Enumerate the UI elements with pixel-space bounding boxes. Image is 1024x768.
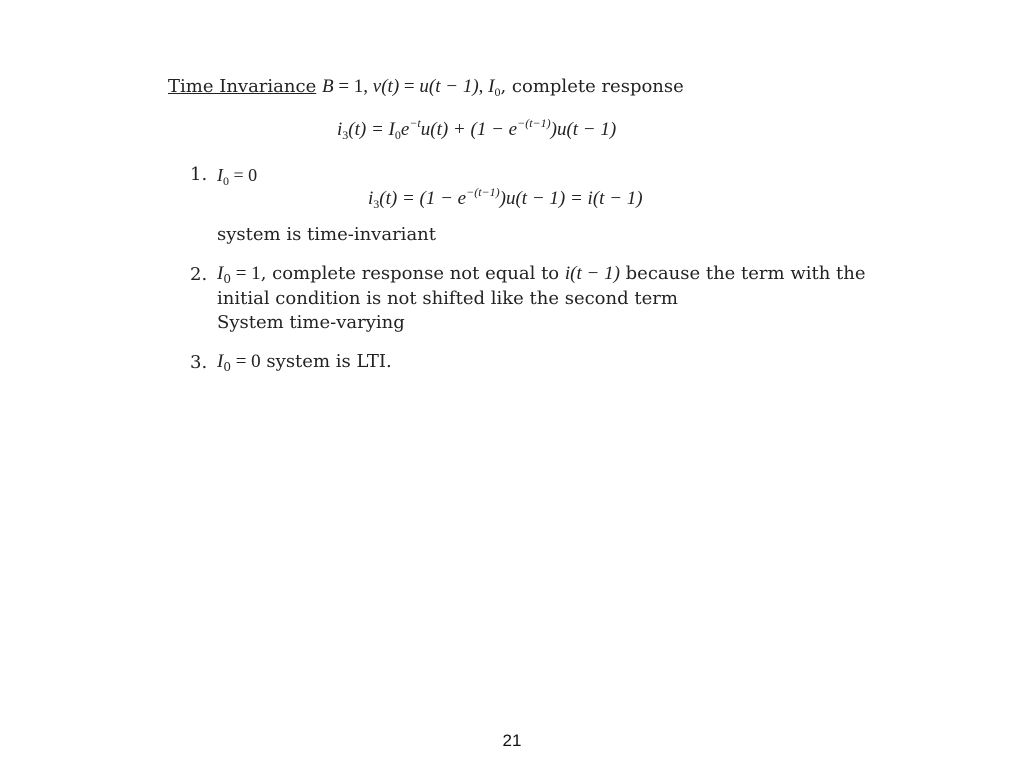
item-2-line-3: System time-varying [217, 312, 405, 333]
item-3-line: $I_0 = 0$ system is LTI. [217, 351, 392, 374]
list-item-number: 3. [190, 352, 208, 373]
item-1-condition: $I_0 = 0$ [217, 165, 258, 188]
item-2-line-1: $I_0 = 1$, complete response not equal to i(t − 1) because the term with the [217, 263, 866, 286]
page-number: 21 [502, 731, 522, 750]
main-equation: $i_3(t) = I_0e^{-t}u(t) + (1 - e^{-(t-1)})u(t - 1)$ [337, 116, 617, 142]
item-1-equation: $i_3(t) = (1 - e^{-(t-1)})u(t - 1) = i(t - 1)$ [368, 185, 643, 211]
list-item-number: 2. [190, 264, 208, 285]
item-1-text: system is time-invariant [217, 224, 436, 245]
list-item-number: 1. [190, 164, 208, 185]
item-2-line-2: initial condition is not shifted like the second term [217, 288, 678, 309]
heading-math: B = 1, v(t) = u(t − 1), $I_0$ [321, 76, 501, 99]
heading-tail: , complete response [500, 76, 684, 97]
topic-title: Time Invariance [168, 76, 317, 97]
slide-heading [168, 76, 684, 98]
